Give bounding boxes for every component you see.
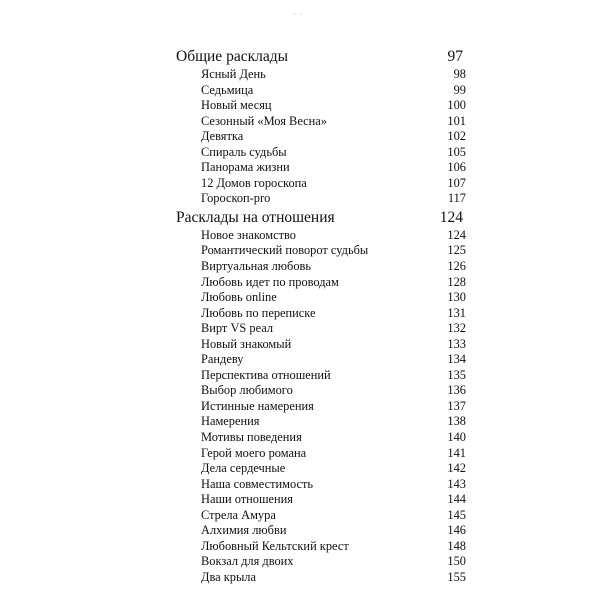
toc-item-row: [176, 399, 466, 415]
toc-item-page: 106: [447, 160, 466, 175]
toc-item-page: 128: [447, 274, 466, 289]
toc-section-page: 124: [439, 208, 463, 226]
toc-item-title: Намерения: [201, 414, 260, 429]
toc-item-page: 130: [447, 290, 466, 305]
toc-item-page: 132: [447, 321, 466, 336]
toc-item-page: 105: [447, 144, 466, 159]
toc-section-title: Общие расклады: [176, 48, 289, 65]
table-of-contents: [176, 46, 466, 586]
toc-item-row: [176, 228, 466, 244]
toc-item-title: Вирт VS реал: [201, 321, 274, 336]
toc-item-page: 155: [447, 569, 466, 584]
toc-item-page: 101: [447, 113, 466, 128]
toc-item-title: Девятка: [201, 129, 244, 144]
toc-item-page: 126: [447, 259, 466, 274]
toc-item-page: 131: [447, 305, 466, 320]
toc-item-title: Гороскоп-pro: [201, 191, 271, 206]
toc-item-row: [176, 337, 466, 353]
toc-item-title: Виртуальная любовь: [201, 259, 312, 274]
toc-item-title: Перспектива отношений: [201, 367, 331, 382]
toc-item-title: Панорама жизни: [201, 160, 290, 175]
toc-item-page: 146: [447, 523, 466, 538]
toc-section-page: 97: [447, 48, 463, 65]
toc-item-page: 142: [447, 461, 466, 476]
toc-item-row: [176, 492, 466, 508]
toc-section-row: [176, 46, 466, 67]
toc-item-page: 143: [447, 476, 466, 491]
toc-item-row: [176, 539, 466, 555]
toc-item-row: [176, 461, 466, 477]
toc-item-row: [176, 321, 466, 337]
toc-item-row: [176, 414, 466, 430]
toc-item-title: Мотивы поведения: [201, 430, 302, 445]
toc-item-title: Романтический поворот судьбы: [201, 243, 369, 258]
toc-item-page: 107: [447, 175, 466, 190]
toc-item-title: Истинные намерения: [201, 398, 314, 413]
toc-item-row: [176, 554, 466, 570]
toc-item-page: 144: [447, 492, 466, 507]
toc-item-title: Спираль судьбы: [201, 144, 287, 159]
toc-item-title: Алхимия любви: [201, 523, 287, 538]
toc-item-page: 117: [447, 191, 466, 206]
toc-item-row: [176, 446, 466, 462]
toc-item-title: Любовь по переписке: [201, 305, 316, 320]
toc-item-page: 133: [447, 336, 466, 351]
toc-item-row: [176, 368, 466, 384]
toc-item-row: [176, 508, 466, 524]
toc-item-row: [176, 430, 466, 446]
toc-item-title: Любовь online: [201, 290, 277, 305]
toc-item-row: [176, 306, 466, 322]
toc-item-title: Наши отношения: [201, 492, 293, 507]
toc-item-page: 99: [453, 82, 466, 97]
toc-item-title: Новое знакомство: [201, 227, 296, 242]
toc-item-title: Новый месяц: [201, 98, 272, 113]
toc-item-page: 124: [447, 227, 466, 242]
toc-item-page: 136: [447, 383, 466, 398]
toc-item-title: Наша совместимость: [201, 476, 314, 491]
toc-item-page: 135: [447, 367, 466, 382]
toc-item-page: 150: [447, 554, 466, 569]
toc-item-row: [176, 67, 466, 83]
toc-item-page: 125: [447, 243, 466, 258]
toc-item-title: Два крыла: [201, 569, 256, 584]
toc-item-page: 138: [447, 414, 466, 429]
toc-item-title: Стрела Амура: [201, 507, 276, 522]
toc-item-title: Сезонный «Моя Весна»: [201, 113, 327, 128]
toc-item-page: 145: [447, 507, 466, 522]
toc-item-row: [176, 160, 466, 176]
toc-item-row: [176, 523, 466, 539]
toc-item-title: Седьмица: [201, 82, 254, 97]
toc-item-title: Дела сердечные: [201, 461, 286, 476]
toc-item-row: [176, 352, 466, 368]
toc-item-page: 102: [447, 129, 466, 144]
toc-item-row: [176, 259, 466, 275]
toc-section-row: [176, 207, 466, 228]
toc-item-page: 137: [447, 398, 466, 413]
toc-item-row: [176, 83, 466, 99]
toc-item-row: [176, 570, 466, 586]
toc-item-title: 12 Домов гороскопа: [201, 175, 307, 190]
toc-item-row: [176, 275, 466, 291]
toc-item-row: [176, 383, 466, 399]
toc-item-row: [176, 243, 466, 259]
toc-item-title: Любовный Кельтский крест: [201, 538, 349, 553]
toc-item-row: [176, 477, 466, 493]
toc-item-title: Рандеву: [201, 352, 244, 367]
toc-item-row: [176, 290, 466, 306]
toc-item-title: Ясный День: [201, 67, 266, 81]
toc-item-row: [176, 98, 466, 114]
toc-item-page: 98: [453, 67, 466, 81]
toc-item-page: 100: [447, 98, 466, 113]
toc-item-title: Любовь идет по проводам: [201, 274, 339, 289]
toc-item-row: [176, 176, 466, 192]
toc-item-page: 148: [447, 538, 466, 553]
toc-item-row: [176, 145, 466, 161]
toc-item-page: 140: [447, 430, 466, 445]
page-mark: · ·: [293, 10, 304, 19]
toc-item-title: Выбор любимого: [201, 383, 293, 398]
toc-item-title: Новый знакомый: [201, 336, 292, 351]
toc-item-row: [176, 114, 466, 130]
toc-item-row: [176, 191, 466, 207]
toc-item-title: Герой моего романа: [201, 445, 307, 460]
toc-section-title: Расклады на отношения: [176, 208, 335, 226]
toc-item-row: [176, 129, 466, 145]
toc-item-page: 134: [447, 352, 466, 367]
toc-item-title: Вокзал для двоих: [201, 554, 294, 569]
toc-item-page: 141: [447, 445, 466, 460]
